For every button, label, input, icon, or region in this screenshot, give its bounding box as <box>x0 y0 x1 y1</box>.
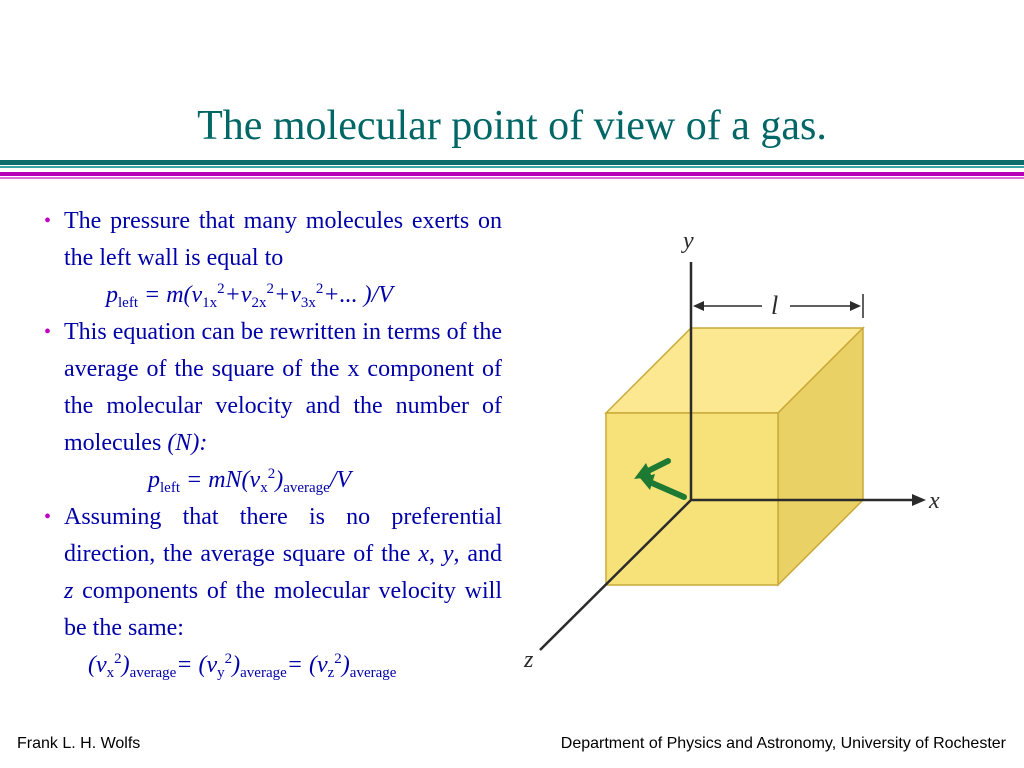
eq1-sq-2: 2 <box>266 281 275 297</box>
eq1-sub-2x: 2x <box>251 295 267 311</box>
dimension-label: l <box>771 291 779 320</box>
equation-pressure-average <box>44 462 502 499</box>
bullet-isotropy-y: y <box>442 541 454 567</box>
axis-x-label: x <box>929 488 940 514</box>
eq2-sub-left: left <box>160 480 180 496</box>
title-rule-teal-thin <box>0 166 1024 168</box>
eq1-p: p <box>106 282 118 308</box>
dimension-arrow-right <box>850 301 861 311</box>
axis-y-label: y <box>683 228 694 254</box>
footer-department: Department of Physics and Astronomy, University of Rochester <box>560 735 1006 752</box>
equation-average-components <box>44 647 502 684</box>
eq3-open1: (v <box>88 652 107 678</box>
eq1-tail: +... )/V <box>323 282 393 308</box>
bullet-pressure <box>44 203 502 277</box>
bullet-isotropy-text: Assuming that there is no preferential direction, the average square of the <box>64 504 502 567</box>
eq2-sub-average: average <box>283 480 330 496</box>
equation-pressure-sum <box>44 277 502 314</box>
slide-body <box>44 203 502 684</box>
eq1-sub-1x: 1x <box>202 295 218 311</box>
eq3-close3: ) <box>341 652 350 678</box>
eq3-avg2: average <box>240 665 287 681</box>
title-rule-magenta-thin <box>0 177 1024 179</box>
x-axis-arrowhead <box>912 494 926 506</box>
eq3-sq2: 2 <box>224 651 233 667</box>
dimension-arrow-left <box>693 301 704 311</box>
bullet-isotropy-x: x <box>418 541 429 567</box>
bullet-rewrite <box>44 314 502 462</box>
eq3-sub-x: x <box>106 665 115 681</box>
bullet-isotropy-rest: components of the molecular velocity will be the same: <box>64 578 502 641</box>
eq1-plus-v2: +v <box>224 282 252 308</box>
eq3-close1: ) <box>121 652 130 678</box>
eq2-p: p <box>148 467 160 493</box>
eq3-avg3: average <box>349 665 397 681</box>
eq3-sub-z: z <box>327 665 335 681</box>
eq1-sq-1: 2 <box>217 281 225 297</box>
eq1-sub-left: left <box>118 295 138 311</box>
title-rule-magenta <box>0 172 1024 176</box>
eq3-open2: = (v <box>176 652 218 678</box>
eq1-sub-3x: 3x <box>300 295 316 311</box>
cube-figure <box>520 222 980 677</box>
title-rule-teal <box>0 160 1024 165</box>
bullet-isotropy-comma: , <box>428 541 443 567</box>
eq3-open3: = (v <box>286 652 328 678</box>
bullet-rewrite-n: (N) <box>167 430 200 456</box>
eq3-sq1: 2 <box>114 651 122 667</box>
eq2-sq: 2 <box>267 466 276 482</box>
eq1-plus-v3: +v <box>274 282 301 308</box>
eq2-sub-x: x <box>260 480 268 496</box>
footer-author: Frank L. H. Wolfs <box>17 735 141 752</box>
slide-title: The molecular point of view of a gas. <box>197 103 827 149</box>
bullet-isotropy <box>44 499 502 647</box>
bullet-isotropy-and: , and <box>453 541 503 567</box>
eq3-avg1: average <box>129 665 177 681</box>
bullet-rewrite-text: This equation can be rewritten in terms of the average of the square of the x component of the molecular velocity and the number of molecules <box>64 319 502 456</box>
eq1-open: = m(v <box>138 282 203 308</box>
eq2-tail: /V <box>329 467 352 493</box>
eq3-sub-y: y <box>217 665 225 681</box>
bullet-pressure-text: The pressure that many molecules exerts on the left wall is equal to <box>64 208 502 271</box>
bullet-isotropy-z: z <box>64 578 74 604</box>
eq3-sq3: 2 <box>334 651 342 667</box>
axis-z-label: z <box>524 647 534 673</box>
eq3-close2: ) <box>232 652 241 678</box>
eq2-close: ) <box>275 467 284 493</box>
bullet-rewrite-colon: : <box>199 430 208 456</box>
eq1-sq-3: 2 <box>315 281 324 297</box>
eq2-mid: = mN(v <box>180 467 261 493</box>
